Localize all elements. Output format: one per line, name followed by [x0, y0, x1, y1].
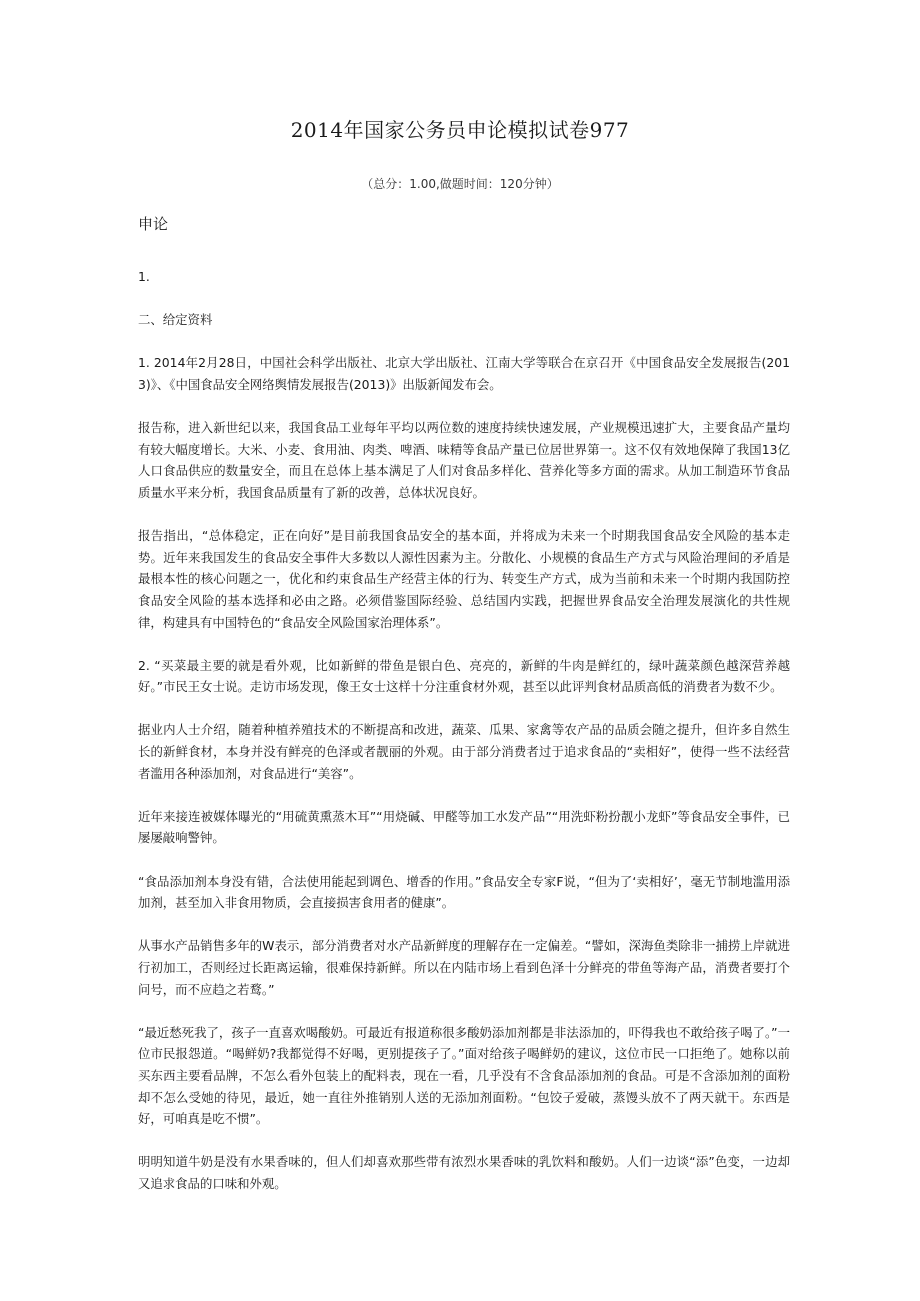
paragraph: 明明知道牛奶是没有水果香味的，但人们却喜欢那些带有浓烈水果香味的乳饮料和酸奶。人们一边谈“添”色变，一边却又追求食品的口味和外观。	[138, 1154, 790, 1191]
question-number: 1.	[138, 269, 150, 284]
section-heading: 申论	[138, 215, 169, 233]
exam-info: （总分：1.00,做题时间：120分钟）	[361, 177, 559, 191]
document-body	[138, 266, 790, 1216]
paragraph: 从事水产品销售多年的W表示，部分消费者对水产品新鲜度的理解存在一定偏差。“譬如，深海鱼类除非一捕捞上岸就进行初加工，否则经过长距离运输，很难保持新鲜。所以在内陆市场上看到色泽十分鲜亮的带鱼等海产品，消费者要打个问号，而不应趋之若鹜。”	[138, 938, 790, 997]
part-heading: 二、给定资料	[138, 312, 213, 328]
paragraph: 1. 2014年2月28日，中国社会科学出版社、北京大学出版社、江南大学等联合在京召开《中国食品安全发展报告(2013)》、《中国食品安全网络舆情发展报告(2013)》出版新闻发布会。	[138, 355, 790, 392]
paragraph: 报告指出，“总体稳定，正在向好”是目前我国食品安全的基本面，并将成为未来一个时期我国食品安全风险的基本走势。近年来我国发生的食品安全事件大多数以人源性因素为主。分散化、小规模的食品生产方式与风险治理间的矛盾是最根本性的核心问题之一，优化和约束食品生产经营主体的行为、转变生产方式，成为当前和未来一个时期内我国防控食品安全风险的基本选择和必由之路。必须借鉴国际经验、总结国内实践，把握世界食品安全治理发展演化的共性规律，构建具有中国特色的“食品安全风险国家治理体系”。	[138, 528, 790, 630]
paragraph: 近年来接连被媒体曝光的“用硫黄熏蒸木耳”“用烧碱、甲醛等加工水发产品”“用洗虾粉扮靓小龙虾”等食品安全事件，已屡屡敲响警钟。	[138, 808, 790, 846]
document-title: 2014年国家公务员申论模拟试卷977	[290, 118, 630, 142]
paragraph: 据业内人士介绍，随着种植养殖技术的不断提高和改进，蔬菜、瓜果、家禽等农产品的品质会随之提升，但许多自然生长的新鲜食材，本身并没有鲜亮的色泽或者靓丽的外观。由于部分消费者过于追求食品的“卖相好”，使得一些不法经营者滥用各种添加剂，对食品进行“美容”。	[138, 722, 790, 781]
paragraph: “食品添加剂本身没有错，合法使用能起到调色、增香的作用。”食品安全专家F说，“但为了‘卖相好’，毫无节制地滥用添加剂，甚至加入非食用物质，会直接损害食用者的健康”。	[138, 873, 790, 911]
paragraph: 2. “买菜最主要的就是看外观，比如新鲜的带鱼是银白色、亮亮的，新鲜的牛肉是鲜红的，绿叶蔬菜颜色越深营养越好。”市民王女士说。走访市场发现，像王女士这样十分注重食材外观，甚至以此评判食材品质高低的消费者为数不少。	[138, 657, 790, 695]
paragraph: “最近愁死我了，孩子一直喜欢喝酸奶。可最近有报道称很多酸奶添加剂都是非法添加的，吓得我也不敢给孩子喝了。”一位市民报怨道。“喝鲜奶?我都觉得不好喝，更别提孩子了。”面对给孩子喝鲜奶的建议，这位市民一口拒绝了。她称以前买东西主要看品牌，不怎么看外包装上的配料表，现在一看，几乎没有不含食品添加剂的食品。可是不含添加剂的面粉却不怎么受她的待见，最近，她一直往外推销别人送的无添加剂面粉。“包饺子爱破，蒸馒头放不了两天就干。东西是好，可咱真是吃不惯”。	[138, 1024, 790, 1127]
paragraph: 报告称，进入新世纪以来，我国食品工业每年平均以两位数的速度持续快速发展，产业规模迅速扩大，主要食品产量均有较大幅度增长。大米、小麦、食用油、肉类、啤酒、味精等食品产量已位居世界第一。这不仅有效地保障了我国13亿人口食品供应的数量安全，而且在总体上基本满足了人们对食品多样化、营养化等多方面的需求。从加工制造环节食品质量水平来分析，我国食品质量有了新的改善，总体状况良好。	[138, 420, 790, 500]
